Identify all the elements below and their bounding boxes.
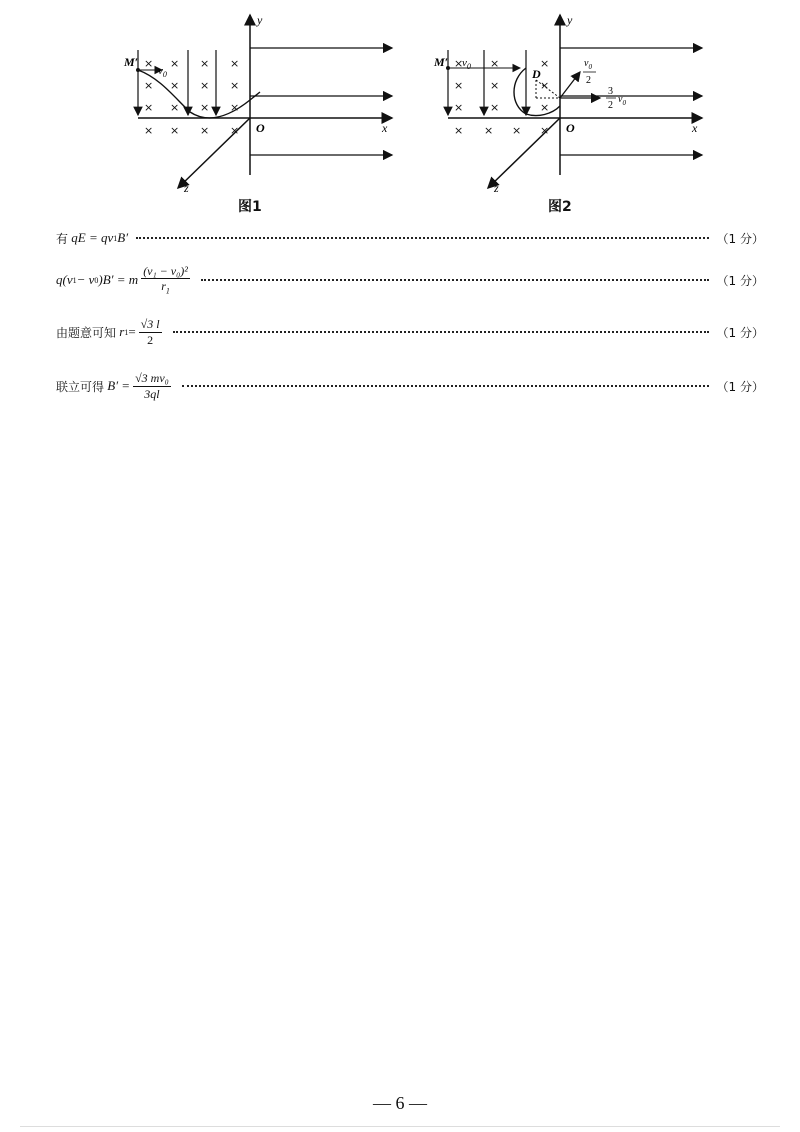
- svg-text:×: ×: [230, 101, 240, 114]
- fig2-threehalf-sub: 0: [622, 99, 626, 107]
- fig1-label-z: z: [184, 181, 189, 195]
- fig1-label-y: y: [257, 13, 263, 27]
- equation-2-points: （1 分）: [716, 273, 764, 288]
- fig2-half-num: v: [584, 58, 589, 69]
- fig2-label-v0: v: [462, 57, 467, 69]
- svg-text:×: ×: [540, 124, 550, 137]
- equation-1-prefix: 有: [56, 231, 69, 246]
- svg-text:×: ×: [170, 79, 180, 92]
- fig2-label-v0-sub: 0: [466, 62, 471, 71]
- equation-2-numerator: (v₁ − v₀)²: [143, 263, 188, 278]
- equation-2-denominator: r: [161, 279, 166, 294]
- fig2-threehalf-v: v: [618, 94, 623, 105]
- equation-2-right: )B′ = m: [98, 272, 139, 287]
- equation-2-sub0: 0: [94, 275, 99, 285]
- fig1-label-o: O: [256, 121, 265, 135]
- svg-text:×: ×: [540, 79, 550, 92]
- fig2-label-d: D: [532, 67, 541, 81]
- svg-text:×: ×: [454, 57, 464, 70]
- equation-3-lhs: r: [119, 324, 125, 339]
- fig2-threehalf-den: 2: [608, 100, 613, 111]
- equation-4-fraction: [133, 371, 171, 401]
- fig2-label-x: x: [692, 121, 698, 135]
- equation-3-leader: [173, 331, 709, 333]
- equation-4-numerator: √3 mv₀: [135, 371, 169, 386]
- equation-4: [56, 368, 764, 404]
- svg-text:×: ×: [144, 101, 154, 114]
- fig1-label-v0: v: [158, 65, 163, 77]
- fig2-label-z: z: [494, 181, 499, 195]
- equation-3-prefix: 由题意可知: [56, 325, 117, 340]
- figure-1-diagram: [120, 10, 400, 195]
- fig1-label-x: x: [382, 121, 388, 135]
- equation-3: [56, 314, 764, 350]
- svg-text:v0: [584, 58, 592, 71]
- equation-3-denominator: 2: [147, 332, 154, 347]
- svg-text:×: ×: [230, 124, 240, 137]
- svg-text:×: ×: [454, 79, 464, 92]
- svg-text:×: ×: [170, 57, 180, 70]
- svg-text:×: ×: [490, 57, 500, 70]
- svg-text:×: ×: [540, 57, 550, 70]
- svg-text:×: ×: [200, 101, 210, 114]
- svg-text:×: ×: [454, 101, 464, 114]
- equation-3-lhs-sub: 1: [124, 327, 129, 337]
- fig2-half-den: 2: [586, 75, 591, 86]
- equation-2: [56, 262, 764, 298]
- equation-3-points: （1 分）: [716, 325, 764, 340]
- svg-text:v0: [462, 57, 471, 71]
- equation-3-numerator: √3 l: [140, 317, 160, 332]
- fig2-half-num-sub: 0: [588, 63, 592, 71]
- equation-4-denominator: 3ql: [144, 386, 160, 401]
- equation-2-fraction: [141, 264, 190, 296]
- svg-text:×: ×: [540, 101, 550, 114]
- svg-text:×: ×: [144, 124, 154, 137]
- equation-4-points: （1 分）: [716, 379, 764, 394]
- svg-text:×: ×: [490, 101, 500, 114]
- svg-text:×: ×: [512, 124, 522, 137]
- fig1-label-v0-sub: 0: [162, 70, 167, 79]
- svg-text:×: ×: [144, 57, 154, 70]
- svg-text:×: ×: [200, 79, 210, 92]
- figure-2-caption: 图2: [548, 199, 572, 215]
- equation-2-left: q(v: [56, 272, 73, 287]
- equation-2-sub1: 1: [72, 275, 77, 285]
- svg-text:×: ×: [170, 124, 180, 137]
- equation-3-fraction: [139, 317, 162, 347]
- equation-4-leader: [182, 385, 709, 387]
- figure-1-caption: 图1: [238, 199, 262, 215]
- equation-1-sub: 1: [113, 233, 118, 243]
- equation-1-tail: B′: [117, 230, 129, 245]
- equation-4-lhs: B′ =: [107, 378, 131, 393]
- fig2-label-m: M′: [434, 55, 449, 69]
- svg-text:×: ×: [230, 79, 240, 92]
- equation-2-mid: − v: [76, 272, 95, 287]
- equation-2-leader: [201, 279, 709, 281]
- bottom-divider: [20, 1126, 780, 1127]
- svg-text:×: ×: [200, 124, 210, 137]
- figure-2-diagram: [430, 10, 710, 195]
- equation-4-prefix: 联立可得: [56, 379, 105, 394]
- svg-text:×: ×: [144, 79, 154, 92]
- equation-3-eq: =: [128, 324, 136, 339]
- fig2-label-y: y: [567, 13, 573, 27]
- fig1-label-m: M′: [124, 55, 139, 69]
- svg-text:×: ×: [454, 124, 464, 137]
- equation-1: [56, 228, 764, 248]
- svg-text:×: ×: [490, 79, 500, 92]
- fig2-threehalf-num: 3: [608, 86, 613, 97]
- svg-text:×: ×: [200, 57, 210, 70]
- equation-1-text: qE = qv: [71, 230, 114, 245]
- equation-2-denominator-sub: 1: [165, 286, 170, 296]
- equation-1-points: （1 分）: [716, 231, 764, 246]
- svg-text:×: ×: [230, 57, 240, 70]
- svg-text:×: ×: [170, 101, 180, 114]
- page-number: — 6 —: [373, 1093, 427, 1113]
- equation-1-leader: [136, 237, 709, 239]
- svg-text:×: ×: [484, 124, 494, 137]
- svg-text:v0: [158, 65, 167, 79]
- fig2-label-o: O: [566, 121, 575, 135]
